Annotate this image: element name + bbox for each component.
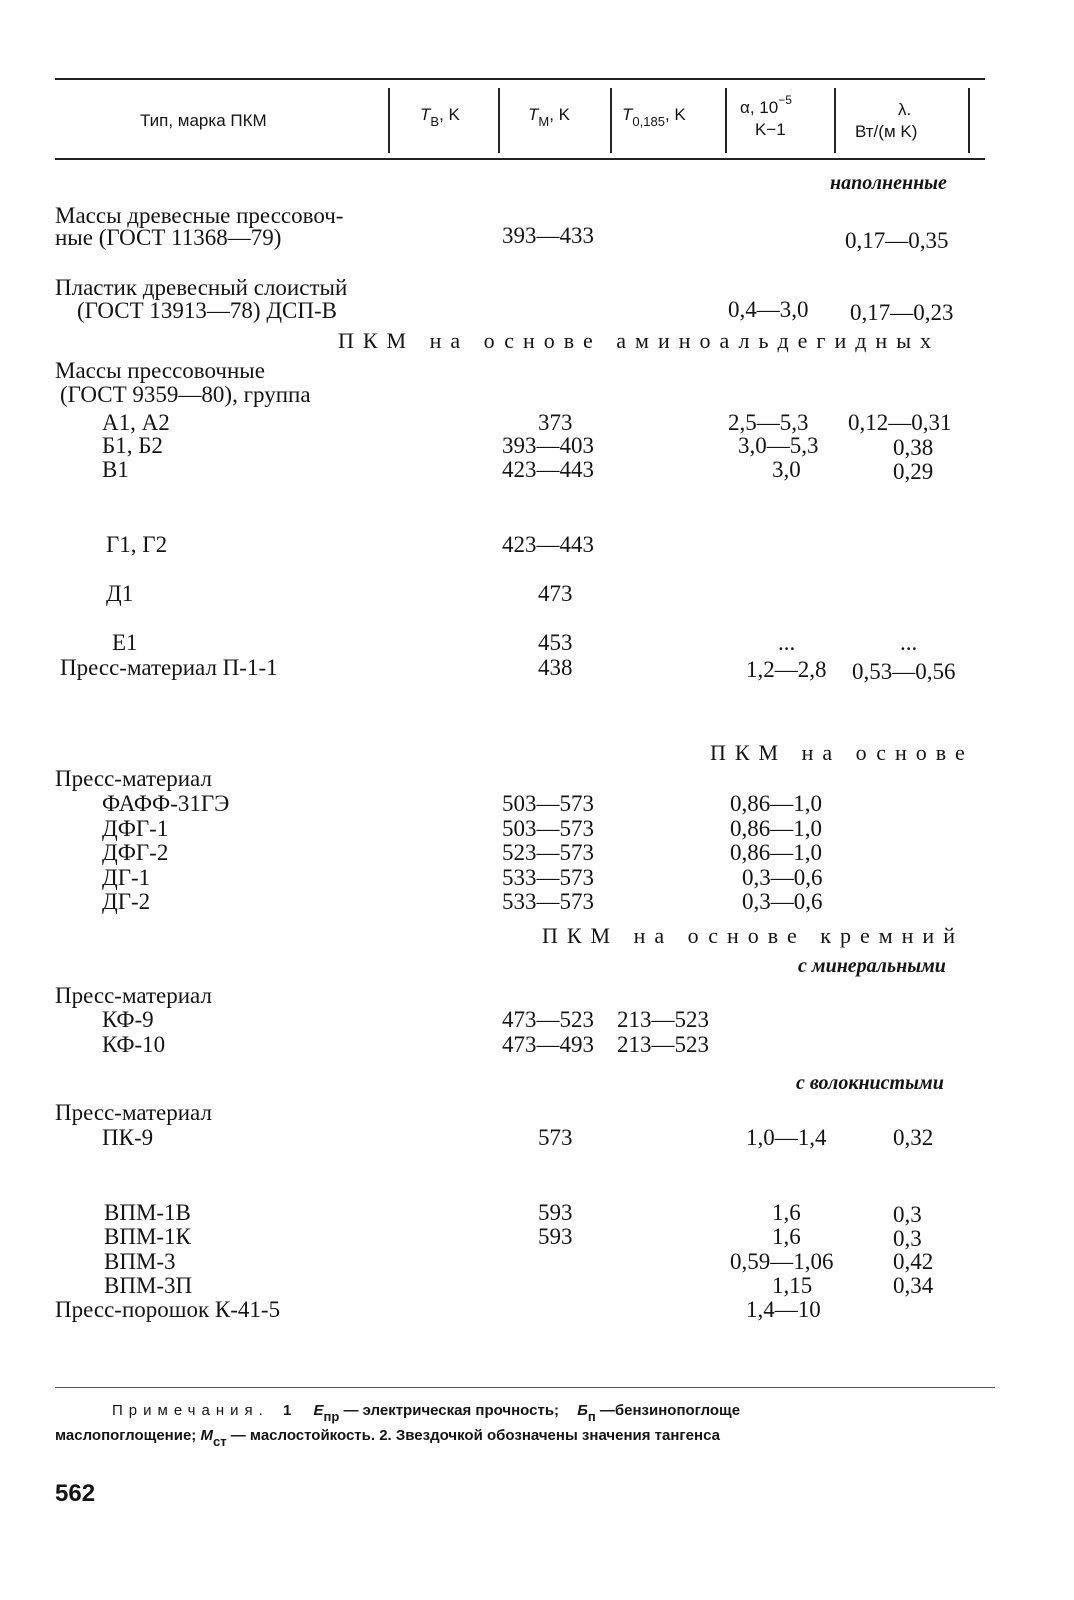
row-name: ДФГ-1 xyxy=(102,816,169,841)
tv-symbol: T xyxy=(420,105,431,124)
row-name: Пластик древесный слоистый xyxy=(55,275,348,300)
header-bottom-rule xyxy=(55,158,985,160)
notes-rule xyxy=(55,1387,995,1388)
section-fibrous: с волокнистыми xyxy=(796,1072,944,1094)
row-name: Б1, Б2 xyxy=(102,433,163,458)
cell-alpha: 3,0 xyxy=(772,457,801,482)
cell-alpha: 3,0—5,3 xyxy=(738,433,819,458)
cell-lambda: 0,3 xyxy=(893,1202,922,1227)
cell-tm: 393—433 xyxy=(502,223,594,248)
cell-tm: 503—573 xyxy=(502,816,594,841)
section-mineral: с минеральными xyxy=(798,955,946,977)
row-name: (ГОСТ 9359—80), группа xyxy=(60,382,311,407)
cell-tm: 593 xyxy=(538,1200,573,1225)
cell-lambda: 0,32 xyxy=(893,1125,934,1150)
notes-label: Примечания. xyxy=(112,1402,269,1419)
cell-tm: 533—573 xyxy=(502,865,594,890)
row-name: ВПМ-3 xyxy=(104,1249,176,1274)
alpha-exponent: −5 xyxy=(778,93,792,107)
cell-tm: 473 xyxy=(538,581,573,606)
cell-tm: 423—443 xyxy=(502,532,594,557)
bp-symbol: Б xyxy=(577,1402,588,1419)
row-name: ДГ-2 xyxy=(102,889,151,914)
cell-lambda: 0,3 xyxy=(893,1226,922,1251)
section-silicon: ПКМ на основе кремний xyxy=(542,923,964,948)
cell-alpha: 1,2—2,8 xyxy=(746,657,827,682)
cell-tm: 533—573 xyxy=(502,889,594,914)
cell-alpha: 0,3—0,6 xyxy=(742,865,823,890)
cell-tm: 473—523 xyxy=(502,1007,594,1032)
mst-symbol: M xyxy=(200,1427,213,1444)
cell-lambda: 0,17—0,35 xyxy=(845,228,949,253)
cell-alpha: 1,6 xyxy=(772,1224,801,1249)
cell-lambda: 0,29 xyxy=(893,459,934,484)
header-alpha xyxy=(740,93,792,118)
epr-subscript: пр xyxy=(323,1409,340,1424)
cell-lambda: ... xyxy=(900,630,918,655)
cell-tm: 473—493 xyxy=(502,1032,594,1057)
header-col-divider xyxy=(725,88,727,153)
row-name: ВПМ-3П xyxy=(104,1273,193,1298)
header-col-divider xyxy=(610,88,612,153)
row-name: ФАФФ-31ГЭ xyxy=(102,791,230,816)
alpha-label: α, 10 xyxy=(740,98,779,117)
header-col-divider xyxy=(968,88,970,153)
row-name: КФ-9 xyxy=(102,1007,154,1032)
header-top-rule xyxy=(55,78,985,80)
tm-symbol: T xyxy=(528,105,539,124)
section-amino: ПКМ на основе аминоальдегидных xyxy=(338,328,940,353)
tm-subscript: М xyxy=(538,114,550,129)
cell-alpha: 0,86—1,0 xyxy=(730,791,822,816)
cell-tm: 523—573 xyxy=(502,840,594,865)
cell-t0: 213—523 xyxy=(617,1032,709,1057)
cell-alpha: 1,15 xyxy=(772,1273,813,1298)
cell-alpha: 0,4—3,0 xyxy=(728,297,809,322)
row-name: Д1 xyxy=(106,581,134,606)
row-name: В1 xyxy=(102,457,129,482)
cell-t0: 213—523 xyxy=(617,1007,709,1032)
cell-tm: 593 xyxy=(538,1224,573,1249)
cell-tm: 573 xyxy=(538,1125,573,1150)
t0-subscript: 0,185 xyxy=(632,114,665,129)
row-name: ВПМ-1К xyxy=(104,1224,191,1249)
header-col-divider xyxy=(498,88,500,153)
row-name: ДГ-1 xyxy=(102,865,151,890)
row-name: ПК-9 xyxy=(102,1125,154,1150)
page-number: 562 xyxy=(55,1480,96,1507)
note-oil-absorption: маслопоглощение; xyxy=(55,1427,197,1444)
cell-tm: 393—403 xyxy=(502,433,594,458)
header-tm xyxy=(528,105,571,129)
cell-lambda: 0,38 xyxy=(893,435,934,460)
tm-unit: , K xyxy=(549,105,571,124)
cell-lambda: 0,17—0,23 xyxy=(850,300,954,325)
row-name: Пресс-материал xyxy=(55,766,212,791)
cell-tm: 438 xyxy=(538,655,573,680)
row-name: Массы прессовочные xyxy=(55,358,265,383)
section-base: ПКМ на основе xyxy=(710,740,974,765)
t0-unit: , K xyxy=(664,105,686,124)
cell-lambda: 0,12—0,31 xyxy=(848,410,952,435)
t0-symbol: T xyxy=(622,105,633,124)
cell-alpha: 1,4—10 xyxy=(746,1297,821,1322)
notes-line-2 xyxy=(55,1427,720,1449)
tv-unit: , K xyxy=(439,105,460,124)
bp-subscript: п xyxy=(587,1409,596,1424)
note-oil-resistance: — маслостойкость. 2. Звездочкой обозначены значения тангенса xyxy=(230,1427,720,1444)
bp-text: —бензинопоглоще xyxy=(599,1402,741,1419)
cell-alpha: 2,5—5,3 xyxy=(728,410,809,435)
mst-subscript: ст xyxy=(212,1434,227,1449)
row-name: ВПМ-1В xyxy=(104,1200,191,1225)
row-name: Г1, Г2 xyxy=(106,532,168,557)
cell-tm: 373 xyxy=(538,410,573,435)
cell-alpha: 1,6 xyxy=(772,1200,801,1225)
header-lambda: λ. xyxy=(898,100,912,119)
cell-tm: 453 xyxy=(538,630,573,655)
section-filled: наполненные xyxy=(830,172,947,194)
row-name: Массы древесные прессовоч- xyxy=(55,203,344,228)
row-name: А1, А2 xyxy=(102,410,170,435)
row-name: ные (ГОСТ 11368—79) xyxy=(55,225,282,250)
cell-alpha: ... xyxy=(778,630,796,655)
epr-text: — электрическая прочность; xyxy=(343,1402,560,1419)
row-name: Пресс-материал П-1-1 xyxy=(60,655,278,680)
header-lambda-unit: Вт/(м K) xyxy=(855,122,918,141)
header-col-divider xyxy=(834,88,836,153)
cell-alpha: 0,86—1,0 xyxy=(730,816,822,841)
row-name: Пресс-материал xyxy=(55,983,212,1008)
cell-alpha: 0,86—1,0 xyxy=(730,840,822,865)
cell-tm: 503—573 xyxy=(502,791,594,816)
cell-alpha: 1,0—1,4 xyxy=(746,1125,827,1150)
header-tv xyxy=(420,105,460,129)
header-alpha-unit: K−1 xyxy=(755,120,786,139)
tv-subscript: В xyxy=(430,114,440,129)
epr-symbol: E xyxy=(313,1402,324,1419)
row-name: (ГОСТ 13913—78) ДСП-В xyxy=(77,298,337,323)
cell-alpha: 0,3—0,6 xyxy=(742,889,823,914)
cell-tm: 423—443 xyxy=(502,457,594,482)
header-type-brand: Тип, марка ПКМ xyxy=(140,111,267,130)
cell-lambda: 0,53—0,56 xyxy=(852,659,956,684)
cell-lambda: 0,42 xyxy=(893,1249,934,1274)
cell-alpha: 0,59—1,06 xyxy=(730,1249,834,1274)
notes-line-1 xyxy=(112,1402,741,1424)
note-number: 1 xyxy=(282,1402,292,1419)
row-name: Е1 xyxy=(112,630,138,655)
header-t0185 xyxy=(622,105,686,129)
row-name: ДФГ-2 xyxy=(102,840,169,865)
header-col-divider xyxy=(388,88,390,153)
cell-lambda: 0,34 xyxy=(893,1273,934,1298)
row-name: КФ-10 xyxy=(102,1032,166,1057)
row-name: Пресс-материал xyxy=(55,1100,212,1125)
row-name: Пресс-порошок К-41-5 xyxy=(55,1297,281,1322)
